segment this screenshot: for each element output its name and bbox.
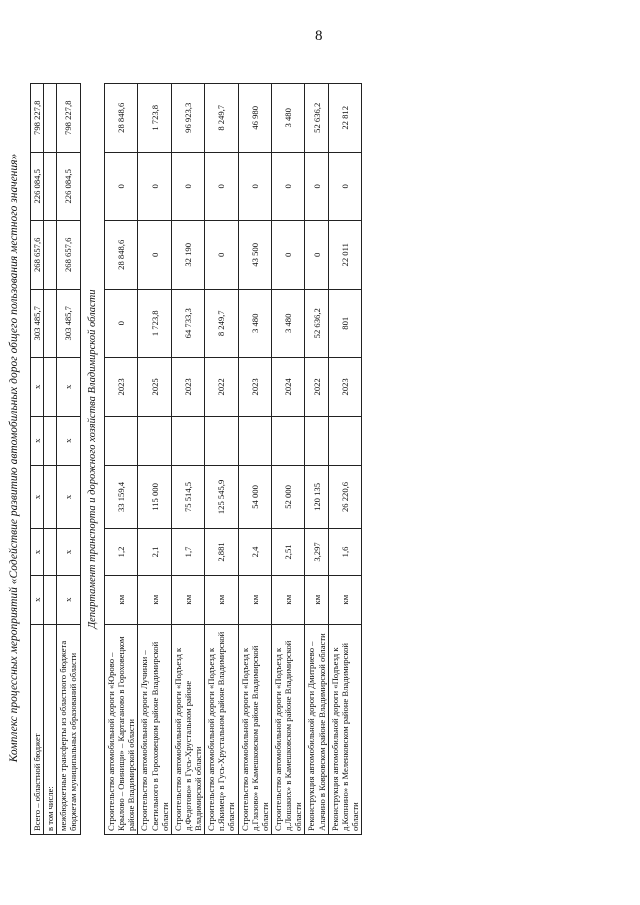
row-v3: 0 — [138, 152, 171, 220]
row-c5: x — [31, 416, 44, 465]
row-v1: 0 — [104, 289, 137, 357]
row-v3 — [44, 152, 57, 220]
row-cost: 33 159,4 — [104, 465, 137, 529]
row-c5: x — [57, 416, 80, 465]
row-length: 2,1 — [138, 529, 171, 575]
row-unit: км — [238, 575, 271, 624]
row-cost: 120 135 — [305, 465, 328, 529]
row-cost: 115 000 — [138, 465, 171, 529]
row-year: 2025 — [138, 358, 171, 417]
row-unit: x — [31, 575, 44, 624]
row-name: Строительство автомобильной дороги «Подъезд к д.Лошаких» в Камешковском районе Владимирской области — [272, 624, 305, 834]
row-v1: 303 485,7 — [31, 289, 44, 357]
row-year: 2023 — [328, 358, 361, 417]
row-v1: 1 723,8 — [138, 289, 171, 357]
row-total: 798 227,8 — [57, 84, 80, 153]
row-year — [44, 358, 57, 417]
row-unit: км — [171, 575, 204, 624]
row-length: 1,2 — [104, 529, 137, 575]
row-name: Строительство автомобильной дороги «Подъезд к д.Глазово» в Камешковском районе Владимирской области — [238, 624, 271, 834]
row-c3: x — [31, 529, 44, 575]
row-v2: 28 848,6 — [104, 221, 137, 289]
row-v2 — [44, 221, 57, 289]
row-v3: 0 — [238, 152, 271, 220]
row-v2: 32 190 — [171, 221, 204, 289]
row-marker — [272, 416, 305, 465]
row-c4: x — [31, 465, 44, 529]
row-v3: 0 — [272, 152, 305, 220]
table-row — [205, 84, 238, 835]
row-v1: 801 — [328, 289, 361, 357]
row-unit: км — [305, 575, 328, 624]
row-total: 8 249,7 — [205, 84, 238, 153]
row-v3: 0 — [104, 152, 137, 220]
row-marker — [171, 416, 204, 465]
row-length: 2,881 — [205, 529, 238, 575]
row-v3: 0 — [305, 152, 328, 220]
table-row — [31, 84, 44, 835]
row-unit: км — [104, 575, 137, 624]
row-length: 1,7 — [171, 529, 204, 575]
row-total — [44, 84, 57, 153]
row-name: Реконструкция автомобильной дороги «Подъезд к д.Копнино» в Меленковском районе Владимирской области — [328, 624, 361, 834]
row-c5 — [44, 416, 57, 465]
row-cost: 75 514,5 — [171, 465, 204, 529]
row-year: 2024 — [272, 358, 305, 417]
table-row — [328, 84, 361, 835]
row-marker — [104, 416, 137, 465]
project-rows — [104, 84, 361, 835]
row-name: в том числе: — [44, 624, 57, 834]
row-unit: км — [205, 575, 238, 624]
row-name: Всего – областной бюджет — [31, 624, 44, 834]
row-v2: 0 — [205, 221, 238, 289]
row-c4 — [44, 465, 57, 529]
table-row — [104, 84, 137, 835]
row-v3: 0 — [171, 152, 204, 220]
row-name: Строительство автомобильной дороги Лучинки – Светильного в Гороховецком районе Владимирской области — [138, 624, 171, 834]
table-row — [272, 84, 305, 835]
row-v2: 0 — [272, 221, 305, 289]
row-total: 52 636,2 — [305, 84, 328, 153]
row-length: 3,297 — [305, 529, 328, 575]
section-title: Департамент транспорта и дорожного хозяйства Владимирской области — [86, 289, 98, 629]
row-year: x — [31, 358, 44, 417]
row-name: Реконструкция автомобильной дороги Дмитриево – Алачино в Ковровском районе Владимирской области — [305, 624, 328, 834]
document-title: Комплекс процессных мероприятий «Содействие развитию автомобильных дорог общего пользования местного значения» — [8, 153, 20, 763]
row-v1: 3 480 — [238, 289, 271, 357]
row-name: Строительство автомобильной дороги «Подъезд к п.Якимец» в Гусь-Хрустальном районе Владимирской области — [205, 624, 238, 834]
row-v2: 0 — [138, 221, 171, 289]
row-marker — [328, 416, 361, 465]
row-v3: 226 084,5 — [31, 152, 44, 220]
row-name: Строительство автомобильной дороги «Подъезд к д.Федотово» в Гусь-Хрустальном районе Владимирской области — [171, 624, 204, 834]
row-cost: 26 220,6 — [328, 465, 361, 529]
row-marker — [205, 416, 238, 465]
row-total: 798 227,8 — [31, 84, 44, 153]
row-v2: 0 — [305, 221, 328, 289]
row-v2: 268 657,6 — [57, 221, 80, 289]
row-total: 22 812 — [328, 84, 361, 153]
table-row — [238, 84, 271, 835]
row-v1: 3 480 — [272, 289, 305, 357]
row-year: 2023 — [104, 358, 137, 417]
row-marker — [138, 416, 171, 465]
row-c4: x — [57, 465, 80, 529]
row-cost: 125 545,9 — [205, 465, 238, 529]
row-v3: 0 — [328, 152, 361, 220]
row-marker — [305, 416, 328, 465]
row-v1: 303 485,7 — [57, 289, 80, 357]
row-cost: 54 000 — [238, 465, 271, 529]
row-total: 96 923,3 — [171, 84, 204, 153]
row-c3: x — [57, 529, 80, 575]
rotated-table-page — [0, 73, 500, 843]
row-v3: 226 084,5 — [57, 152, 80, 220]
row-year: 2022 — [305, 358, 328, 417]
row-v2: 22 011 — [328, 221, 361, 289]
row-marker — [238, 416, 271, 465]
row-total: 28 848,6 — [104, 84, 137, 153]
table-row — [138, 84, 171, 835]
row-v1: 64 733,3 — [171, 289, 204, 357]
row-year: 2022 — [205, 358, 238, 417]
row-total: 1 723,8 — [138, 84, 171, 153]
table-row — [44, 84, 57, 835]
row-cost: 52 000 — [272, 465, 305, 529]
row-unit — [44, 575, 57, 624]
row-length: 2,51 — [272, 529, 305, 575]
table-row — [305, 84, 328, 835]
row-name: Строительство автомобильной дороги «Юрово – Крылово – Овинищи» – Картаганово в Гороховецком районе Владимирской области — [104, 624, 137, 834]
page-number: 8 — [315, 28, 323, 44]
row-unit: км — [138, 575, 171, 624]
row-v1: 52 636,2 — [305, 289, 328, 357]
row-c3 — [44, 529, 57, 575]
row-length: 2,4 — [238, 529, 271, 575]
row-year: 2023 — [238, 358, 271, 417]
row-v1: 8 249,7 — [205, 289, 238, 357]
row-unit: км — [272, 575, 305, 624]
row-total: 46 980 — [238, 84, 271, 153]
summary-rows — [31, 84, 105, 835]
row-v2: 268 657,6 — [31, 221, 44, 289]
row-unit: км — [328, 575, 361, 624]
table-row — [57, 84, 80, 835]
row-year: 2023 — [171, 358, 204, 417]
row-name: межбюджетные трансферты из областного бюджета бюджетам муниципальных образований области — [57, 624, 80, 834]
row-v2: 43 500 — [238, 221, 271, 289]
row-v3: 0 — [205, 152, 238, 220]
row-v1 — [44, 289, 57, 357]
row-length: 1,6 — [328, 529, 361, 575]
row-unit: x — [57, 575, 80, 624]
budget-table — [30, 83, 362, 835]
row-year: x — [57, 358, 80, 417]
row-total: 3 480 — [272, 84, 305, 153]
table-row — [171, 84, 204, 835]
section-row — [80, 84, 104, 835]
